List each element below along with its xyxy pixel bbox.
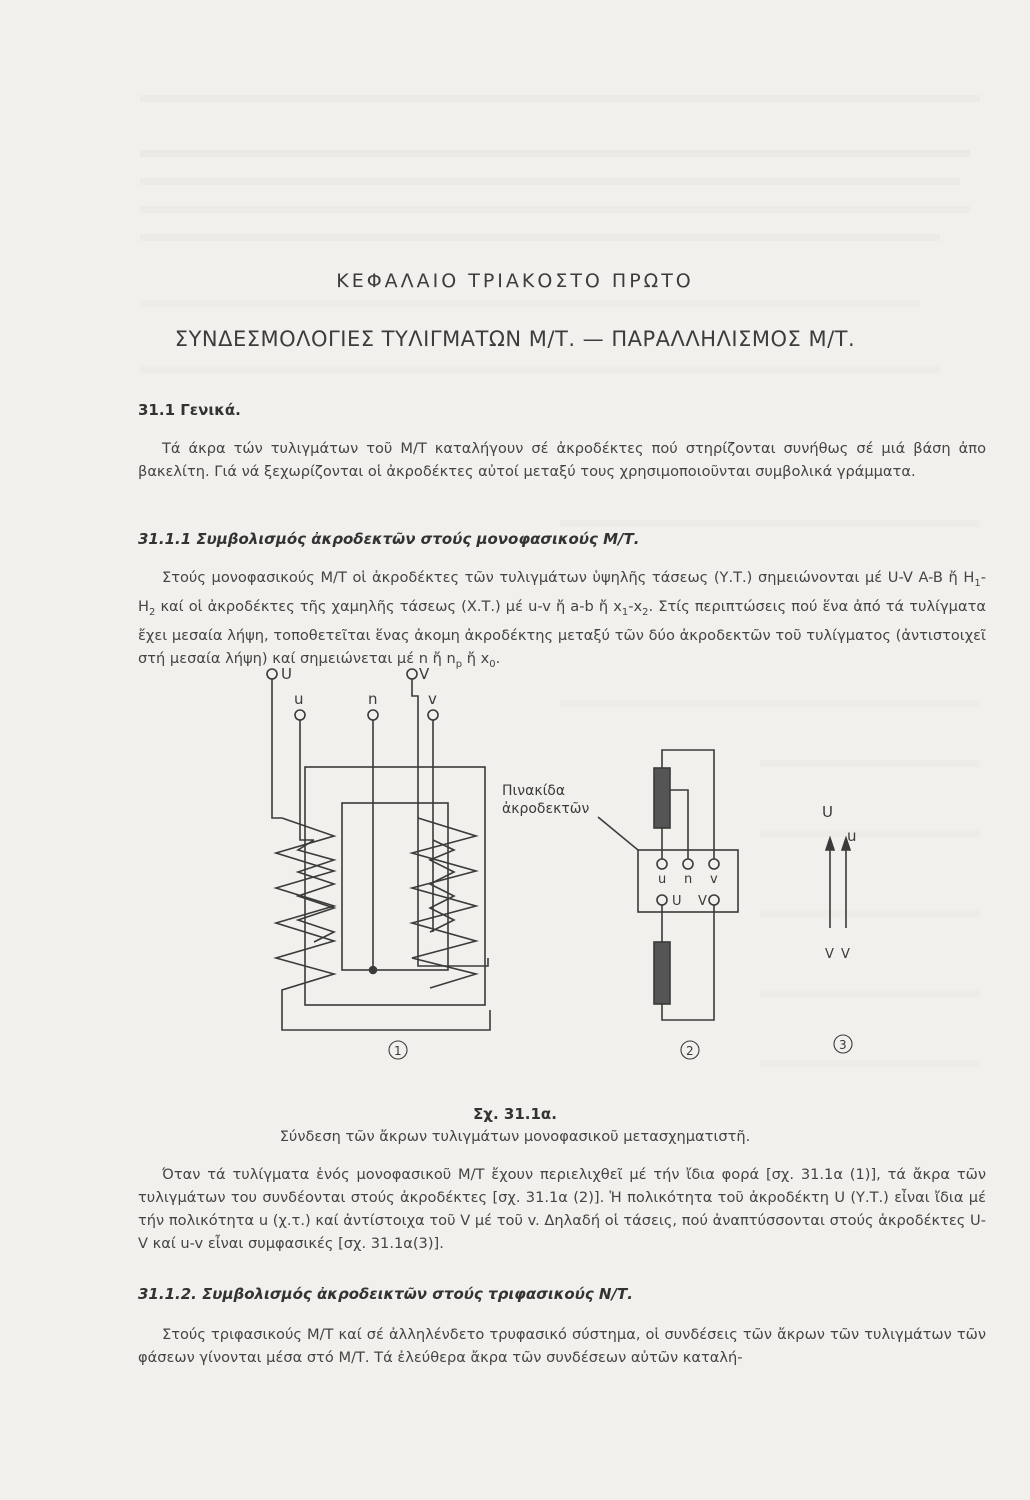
figure-marker-3-label: 3 [839,1038,847,1052]
terminal-u [295,710,305,720]
vector-label-v: V [841,947,850,962]
board-label-u: u [658,872,667,887]
bleed-through-line [140,150,970,157]
polarity-paragraph: Όταν τά τυλίγματα ἑνός μονοφασικοῦ Μ/Τ ἔχουν περιελιχθεῖ μέ τήν ἴδια φορά [σχ. 31.1α (1)], τά ἄκρα τῶν τυλιγμάτων του συνδέονται στούς ἀκροδέκτες [σχ. 31.1α (2)]. Ἡ πολικότητα τοῦ ἀκροδέκτη U (Υ.Τ.) εἶναι ἴδια μέ τήν πολικότητα u (χ.τ.) καί ἀντίστοιχα τοῦ V μέ τοῦ v. Δηλαδή οἱ τάσεις, πού ἀναπτύσσονται στούς ἀκροδέκτες U-V καί u-v εἶναι συμφασικές [σχ. 31.1α(3)]. [138,1166,986,1252]
text-run: ἤ x [462,649,490,667]
text-run: . Στίς περιπτώσεις πού ἕνα ἀπό τά τυλίγματα ἔχει μεσαία λήψη, τοποθετεῖται ἕνας ἀκομη ἀκροδέκτης μεταξύ τῶν δύο ἀκροδεκτῶν τοῦ τυλίγματος (ἀντιστοιχεῖ στή μεσαία λήψη) καί σημειώνεται μέ n ἤ n [138,597,986,667]
section-31-1-paragraph: Τά άκρα τών τυλιγμάτων τοῦ Μ/Τ καταλήγουν σέ ἀκροδέκτες πού στηρίζονται συνήθως σέ μιά βάση ἀπο βακελίτη. Γιά νά ξεχωρίζονται οἱ ἀκροδέκτες αὐτοί μεταξύ τους χρησιμοποιοῦνται συμβολικά γράμματα. [138,440,986,480]
terminal-n [368,710,378,720]
board-label-V: V [698,894,707,909]
text-run: Στούς μονοφασικούς Μ/Τ οἱ ἀκροδέκτες τῶν τυλιγμάτων ὑψηλῆς τάσεως (Υ.Τ.) σημειώνονται μέ U-V A-B ἤ H [162,569,975,586]
board-terminal-u [657,859,667,869]
board-terminal-v [709,859,719,869]
bleed-through-line [140,366,940,373]
vector-U-arrowhead [826,838,834,850]
bleed-through-line [140,300,920,307]
section-heading-31-1: 31.1 Γενικά. [138,401,241,419]
winding-hv-right [412,818,476,988]
bleed-through-line [140,206,970,213]
terminal-V [407,669,417,679]
section-31-1-body [138,437,986,483]
board-label-v: v [710,872,718,887]
subscript: p [455,658,463,670]
paragraph-after-figure [138,1163,986,1255]
bleed-through-line [560,520,980,527]
terminal-U [267,669,277,679]
label-n: n [368,690,378,708]
text-run: καί οἱ ἀκροδέκτες τῆς χαμηλῆς τάσεως (Χ.Τ.) μέ u-v ἤ a-b ἤ x [155,597,622,615]
transformer-figure [240,660,880,1065]
section-31-1-2-paragraph: Στούς τριφασικούς Μ/Τ καί σέ ἀλληλένδετο τρυφασικό σύστημα, οἱ συνδέσεις τῶν ἄκρων τῶν τυλιγμάτων τῶν φάσεων γίνονται μέσα στό Μ/Τ. Τά ἐλεύθερα ἄκρα τῶν συνδέσεων αὐτῶν καταλή- [138,1326,986,1366]
section-heading-31-1-2: 31.1.2. Συμβολισμός ἀκροδεικτῶν στούς τριφασικούς Ν/Τ. [138,1285,633,1303]
subscript: 0 [489,658,496,670]
bleed-through-line [140,95,980,102]
vector-label-U: U [822,803,833,821]
lead-U [272,679,282,818]
figure-marker-2-label: 2 [686,1044,694,1058]
chapter-kicker: ΚΕΦΑΛΑΙΟ ΤΡΙΑΚΟΣΤΟ ΠΡΩΤΟ [336,270,694,292]
text-run: -H [138,569,986,615]
board-terminal-U [657,895,667,905]
figure-marker-1-label: 1 [394,1044,402,1058]
board-label-n: n [684,872,693,887]
board-label-U: U [672,894,682,909]
label-v: v [428,690,437,708]
vector-label-V: V [825,947,834,962]
centre-tap-dot [370,967,377,974]
subscript: 1 [621,606,629,618]
label-u: u [294,690,304,708]
board-terminal-V [709,895,719,905]
board-label-line2: ἀκροδεκτῶν [502,801,590,817]
board-callout [598,817,638,850]
text-run: . [495,649,501,667]
upper-lead-mid [670,790,688,859]
lead-u [300,720,314,840]
vector-label-u: u [847,827,857,845]
lower-winding [654,942,670,1004]
winding-lv-left [298,840,334,942]
bleed-through-line [140,234,940,241]
core-inner [342,803,448,970]
lead-V [412,679,488,966]
subscript: 1 [974,577,981,589]
subscript: 2 [642,606,649,618]
board-terminal-n [683,859,693,869]
label-V: V [419,665,430,683]
section-31-1-2-body [138,1323,986,1369]
text-run: -x [628,597,643,615]
upper-winding [654,768,670,828]
bleed-through-line [140,178,960,185]
subscript: 2 [148,606,156,618]
terminal-v [428,710,438,720]
chapter-title: ΣΥΝΔΕΣΜΟΛΟΓΙΕΣ ΤΥΛΙΓΜΑΤΩΝ Μ/Τ. — ΠΑΡΑΛΛΗΛΙΣΜΟΣ Μ/Τ. [174,327,856,351]
label-U: U [281,665,292,683]
section-heading-31-1-1: 31.1.1 Συμβολισμός ἀκροδεκτῶν στούς μονοφασικούς Μ/Τ. [138,530,640,548]
figure-number: Σχ. 31.1α. [473,1105,557,1123]
figure-caption: Σύνδεση τῶν ἄκρων τυλιγμάτων μονοφασικοῦ μετασχηματιστῆ. [279,1128,751,1145]
board-label-line1: Πινακίδα [502,783,566,799]
